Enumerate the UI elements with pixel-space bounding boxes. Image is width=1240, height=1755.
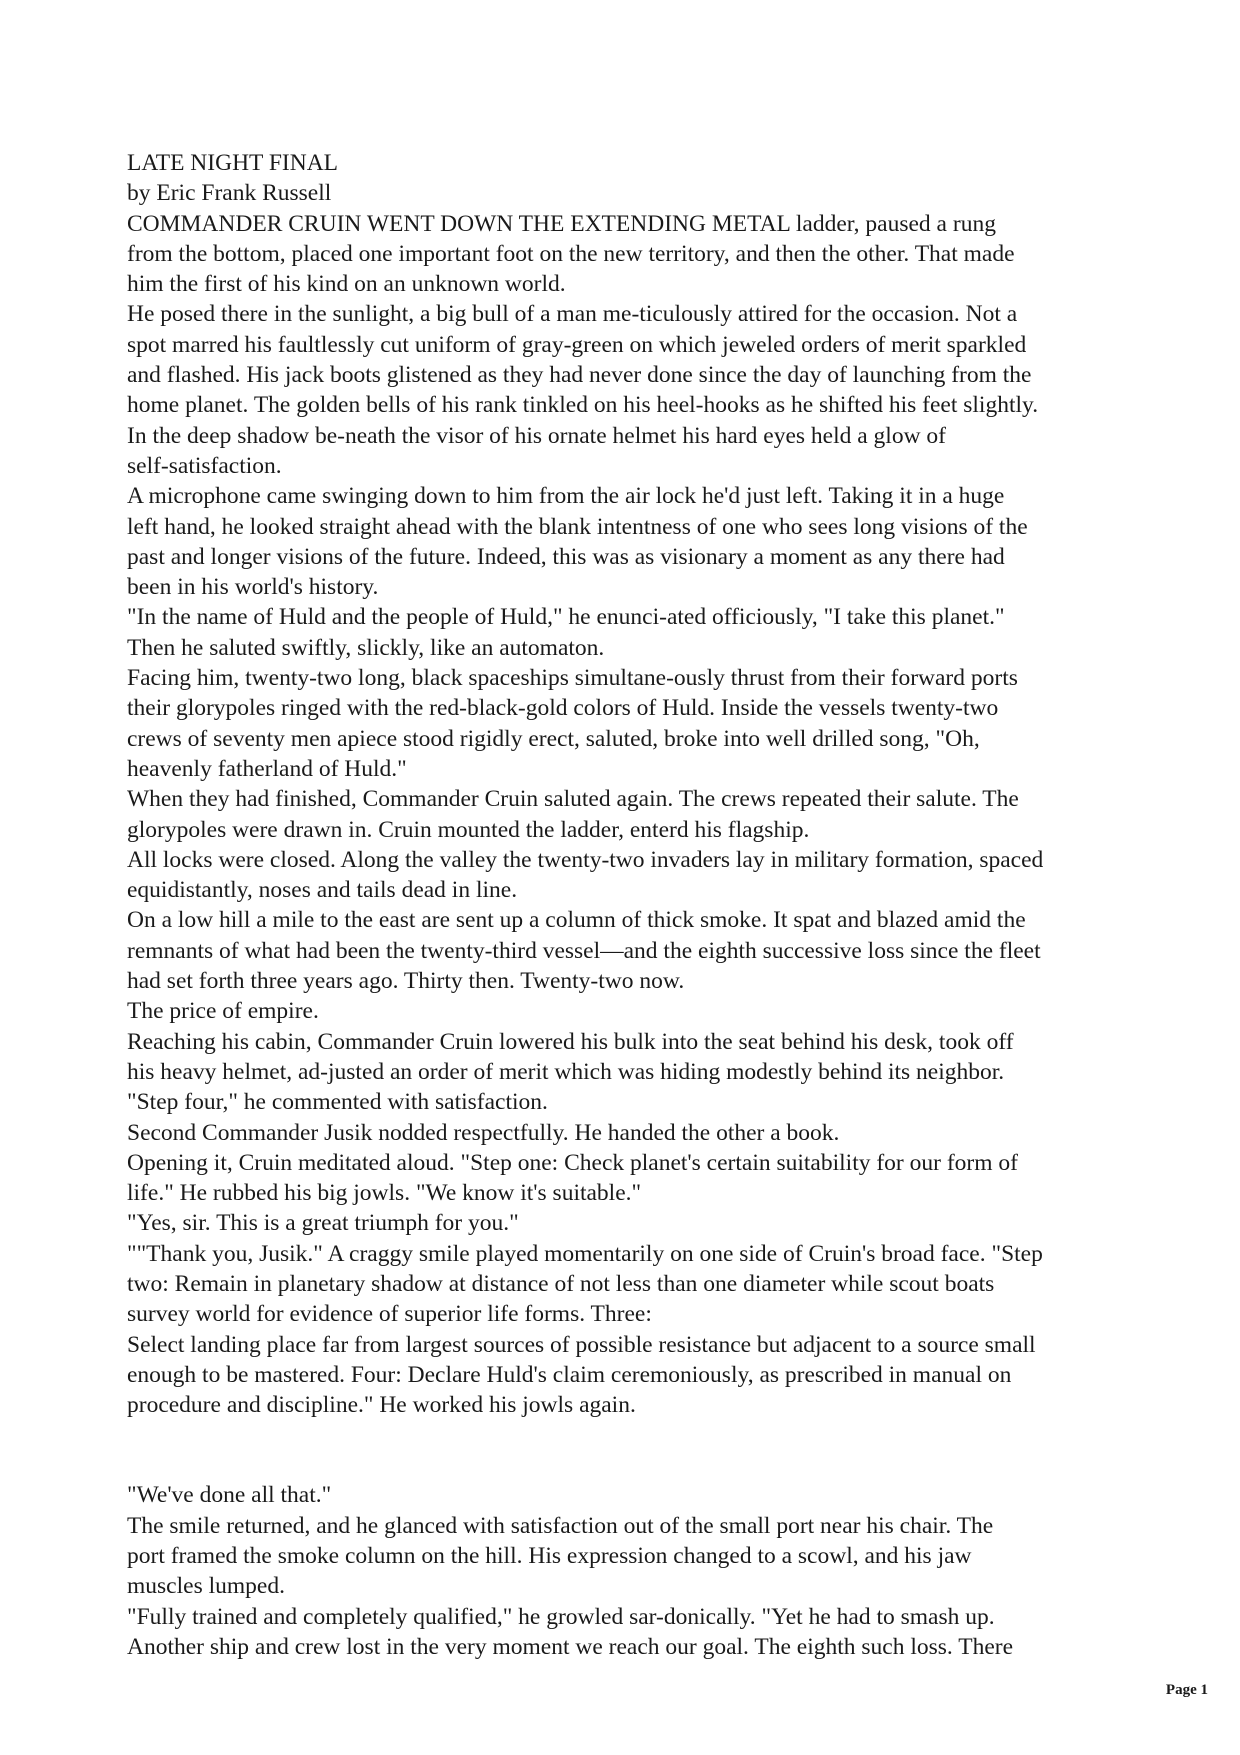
paragraph-gap [127, 1420, 1137, 1480]
body-text-block-1 [127, 209, 1137, 1421]
text-line: equidistantly, noses and tails dead in line. [127, 877, 518, 904]
text-line: All locks were closed. Along the valley the twenty-two invaders lay in military formation, spaced [127, 846, 1044, 873]
text-line: muscles lumped. [127, 1573, 285, 1600]
text-line: Another ship and crew lost in the very moment we reach our goal. The eighth such loss. There [127, 1633, 1014, 1660]
text-line: When they had finished, Commander Cruin saluted again. The crews repeated their salute. The [127, 786, 1019, 813]
text-line: "Fully trained and completely qualified," he growled sar-donically. "Yet he had to smash up. [127, 1603, 995, 1630]
text-line: self-satisfaction. [127, 452, 282, 479]
text-line: survey world for evidence of superior life forms. Three: [127, 1301, 652, 1328]
text-line: enough to be mastered. Four: Declare Huld's claim ceremoniously, as prescribed in manual on [127, 1361, 1012, 1388]
text-line: past and longer visions of the future. Indeed, this was as visionary a moment as any there had [127, 543, 1005, 570]
text-line: and flashed. His jack boots glistened as they had never done since the day of launching from the [127, 362, 1032, 389]
text-line: COMMANDER CRUIN WENT DOWN THE EXTENDING METAL ladder, paused a rung [127, 210, 996, 237]
text-line: A microphone came swinging down to him from the air lock he'd just left. Taking it in a huge [127, 483, 1005, 510]
text-line: two: Remain in planetary shadow at distance of not less than one diameter while scout boats [127, 1270, 995, 1297]
text-line: Opening it, Cruin meditated aloud. "Step one: Check planet's certain suitability for our form of [127, 1149, 1018, 1176]
text-line: from the bottom, placed one important foot on the new territory, and then the other. That made [127, 240, 1015, 267]
page-number: Page 1 [1165, 1682, 1208, 1698]
text-line: The smile returned, and he glanced with satisfaction out of the small port near his chair. The [127, 1512, 994, 1539]
text-line: been in his world's history. [127, 574, 379, 601]
text-line: heavenly fatherland of Huld." [127, 755, 407, 782]
text-line: "Step four," he commented with satisfaction. [127, 1089, 548, 1116]
text-line: Second Commander Jusik nodded respectfully. He handed the other a book. [127, 1119, 840, 1146]
text-line: Select landing place far from largest sources of possible resistance but adjacent to a source small [127, 1331, 1036, 1358]
text-line: left hand, he looked straight ahead with the blank intentness of one who sees long visions of the [127, 513, 1028, 540]
text-line: "Yes, sir. This is a great triumph for you." [127, 1210, 519, 1237]
text-line: Then he saluted swiftly, slickly, like an automaton. [127, 634, 605, 661]
text-line: glorypoles were drawn in. Cruin mounted the ladder, enterd his flagship. [127, 816, 810, 843]
text-line: spot marred his faultlessly cut uniform of gray-green on which jeweled orders of merit sparkled [127, 331, 1027, 358]
text-line: their glorypoles ringed with the red-black-gold colors of Huld. Inside the vessels twenty-two [127, 695, 999, 722]
text-line: port framed the smoke column on the hill. His expression changed to a scowl, and his jaw [127, 1543, 972, 1570]
text-line: Reaching his cabin, Commander Cruin lowered his bulk into the seat behind his desk, took off [127, 1028, 1014, 1055]
text-line: On a low hill a mile to the east are sent up a column of thick smoke. It spat and blazed amid the [127, 907, 1026, 934]
text-line: remnants of what had been the twenty-third vessel—and the eighth successive loss since the fleet [127, 937, 1041, 964]
text-line: Facing him, twenty-two long, black spaceships simultane-ously thrust from their forward ports [127, 665, 1018, 692]
text-line: ""Thank you, Jusik." A craggy smile played momentarily on one side of Cruin's broad face. "Step [127, 1240, 1043, 1267]
document-byline: by Eric Frank Russell [127, 180, 332, 207]
text-line: life." He rubbed his big jowls. "We know it's suitable." [127, 1180, 642, 1207]
text-line: He posed there in the sunlight, a big bull of a man me-ticulously attired for the occasion. Not a [127, 301, 1018, 328]
text-line: home planet. The golden bells of his rank tinkled on his heel-hooks as he shifted his feet slightly. [127, 392, 1039, 419]
text-line: In the deep shadow be-neath the visor of his ornate helmet his hard eyes held a glow of [127, 422, 946, 449]
text-line: had set forth three years ago. Thirty then. Twenty-two now. [127, 968, 685, 995]
text-line: procedure and discipline." He worked his jowls again. [127, 1392, 636, 1419]
text-line: his heavy helmet, ad-justed an order of merit which was hiding modestly behind its neighbor. [127, 1058, 1005, 1085]
text-line: "In the name of Huld and the people of Huld," he enunci-ated officiously, "I take this planet." [127, 604, 1005, 631]
document-page [127, 148, 1137, 1662]
text-line: him the first of his kind on an unknown world. [127, 271, 566, 298]
text-line: The price of empire. [127, 998, 319, 1025]
body-text-block-2 [127, 1480, 1137, 1662]
text-line: crews of seventy men apiece stood rigidly erect, saluted, broke into well drilled song, "Oh, [127, 725, 980, 752]
text-line: "We've done all that." [127, 1482, 332, 1509]
document-title: LATE NIGHT FINAL [127, 150, 339, 176]
